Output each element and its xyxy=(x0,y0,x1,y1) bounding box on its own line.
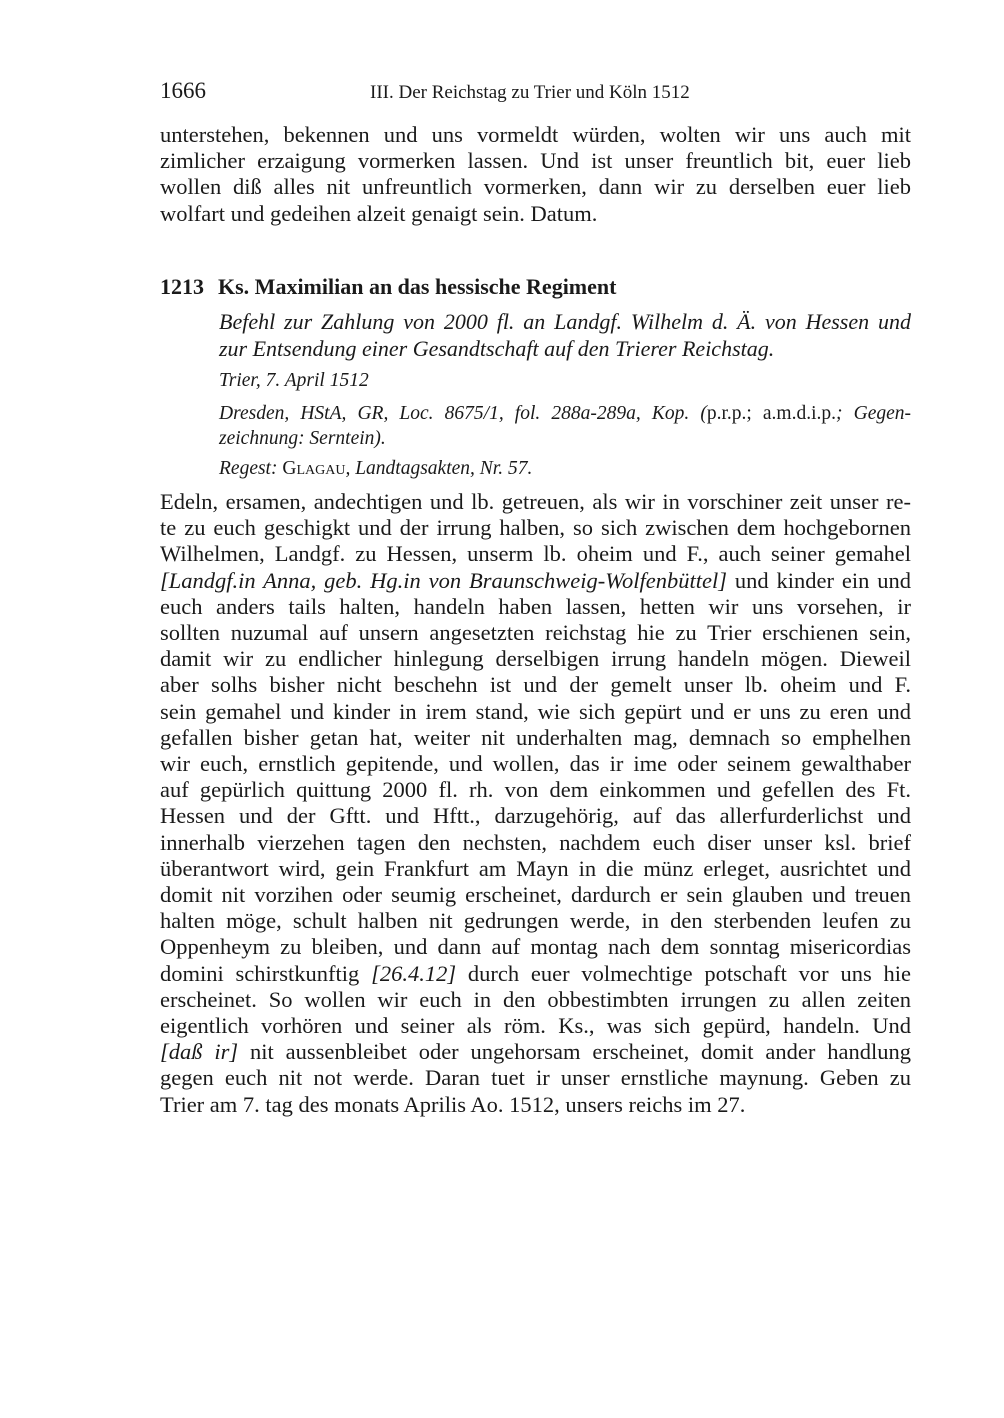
source-line: zeichnung: Serntein). xyxy=(219,427,386,449)
summary-line: zur Entsendung einer Gesandtschaft auf den Trierer Reichstag. xyxy=(219,335,775,361)
page-number: 1666 xyxy=(160,78,206,103)
document-number: 1213 xyxy=(160,274,204,299)
body-line: euch anders tails halten, handeln haben lassen, hetten wir uns vorsehen, ir xyxy=(160,593,911,619)
body-line: innerhalb vierzehen tagen den nechsten, nachdem euch diser unser ksl. brief xyxy=(160,829,911,855)
body-line: Hessen und der Gftt. und Hftt., darzugehörig, auf das allerfurderlichst und xyxy=(160,803,911,829)
summary-line: Befehl zur Zahlung von 2000 fl. an Landgf. Wilhelm d. Ä. von Hessen und xyxy=(219,309,911,334)
source-reference xyxy=(219,402,911,451)
body-line: domini schirstkunftig [26.4.12] durch euer volmechtige potschaft vor uns hie xyxy=(160,960,911,986)
document-body xyxy=(160,489,911,1118)
body-line: wir euch, ernstlich gepitende, und wollen, das ir ime oder seinem gewalthaber xyxy=(160,751,911,777)
regest-label: Regest: xyxy=(219,458,278,479)
body-line: Wilhelmen, Landgf. zu Hessen, unserm lb. oheim und F., auch seiner gemahel xyxy=(160,541,911,567)
body-line: überantwort wird, gein Frankfurt am Mayn in die münz erleget, ausrichtet und xyxy=(160,855,911,881)
body-line: damit wir zu endlicher hinlegung derselbigen irrung handeln mögen. Dieweil xyxy=(160,646,911,672)
document-title: Ks. Maximilian an das hessische Regiment xyxy=(218,274,617,299)
document-summary xyxy=(219,309,911,362)
body-line: te zu euch geschigkt und der irrung halben, so sich zwischen dem hochgebornen xyxy=(160,515,911,541)
text-line: wollen diß alles nit unfreuntlich vormerken, dann wir zu derselben euer lieb xyxy=(160,174,911,200)
text-line: wolfart und gedeihen alzeit genaigt sein. Datum. xyxy=(160,200,598,226)
continuation-paragraph xyxy=(160,122,911,227)
body-line: [daß ir] nit aussenbleibet oder ungehorsam erscheinet, domit ander handlung xyxy=(160,1039,911,1065)
regest-author: Glagau xyxy=(282,458,346,479)
document-heading xyxy=(160,274,616,300)
body-line: [Landgf.in Anna, geb. Hg.in von Braunschweig-Wolfenbüttel] und kinder ein und xyxy=(160,567,911,593)
text-line: zimlicher erzaigung vormerken lassen. Und ist unser freuntlich bit, euer lieb xyxy=(160,148,911,174)
body-line: halten möge, schult halben nit gedrungen werde, in den sterbenden leufen zu xyxy=(160,908,911,934)
body-line: aber solhs bisher nicht beschehn ist und der gemelt unser lb. oheim und F. xyxy=(160,672,911,698)
body-line: erscheinet. So wollen wir euch in den obbestimbten irrungen zu allen zeiten xyxy=(160,986,911,1012)
body-line: Edeln, ersamen, andechtigen und lb. getreuen, als wir in vorschiner zeit unser re- xyxy=(160,489,911,514)
body-line: sollten nuzumal auf unsern angesetzten reichstag hie zu Trier erschienen sein, xyxy=(160,620,911,646)
body-line: eigentlich vorhören und seiner als röm. Ks., was sich gepürd, handeln. Und xyxy=(160,1013,911,1039)
running-head: III. Der Reichstag zu Trier und Köln 1512 xyxy=(370,82,690,103)
body-line: gegen euch nit not werde. Daran tuet ir unser ernstliche maynung. Geben zu xyxy=(160,1065,911,1091)
place-date: Trier, 7. April 1512 xyxy=(219,370,369,391)
body-line: sein gemahel und kinder in irem stand, wie sich gepürt und er uns zu eren und xyxy=(160,698,911,724)
text-line: unterstehen, bekennen und uns vormeldt würden, wolten wir uns auch mit xyxy=(160,122,911,147)
body-line: Oppenheym zu bleiben, und dann auf montag nach dem sonntag misericordias xyxy=(160,934,911,960)
body-line: Trier am 7. tag des monats Aprilis Ao. 1512, unsers reichs im 27. xyxy=(160,1091,746,1117)
regest-title: , Landtagsakten, Nr. 57. xyxy=(345,458,533,479)
body-line: auf gepürlich quittung 2000 fl. rh. von dem einkommen und gefellen des Ft. xyxy=(160,777,911,803)
regest-reference xyxy=(219,458,911,480)
body-line: gefallen bisher getan hat, weiter nit underhalten mag, demnach so emphelhen xyxy=(160,724,911,750)
body-line: domit nit vorzihen oder seumig erscheinet, dardurch er sein glauben und treuen xyxy=(160,882,911,908)
source-line: Dresden, HStA, GR, Loc. 8675/1, fol. 288a-289a, Kop. (p.r.p.; a.m.d.i.p.; Gegen- xyxy=(219,403,911,424)
